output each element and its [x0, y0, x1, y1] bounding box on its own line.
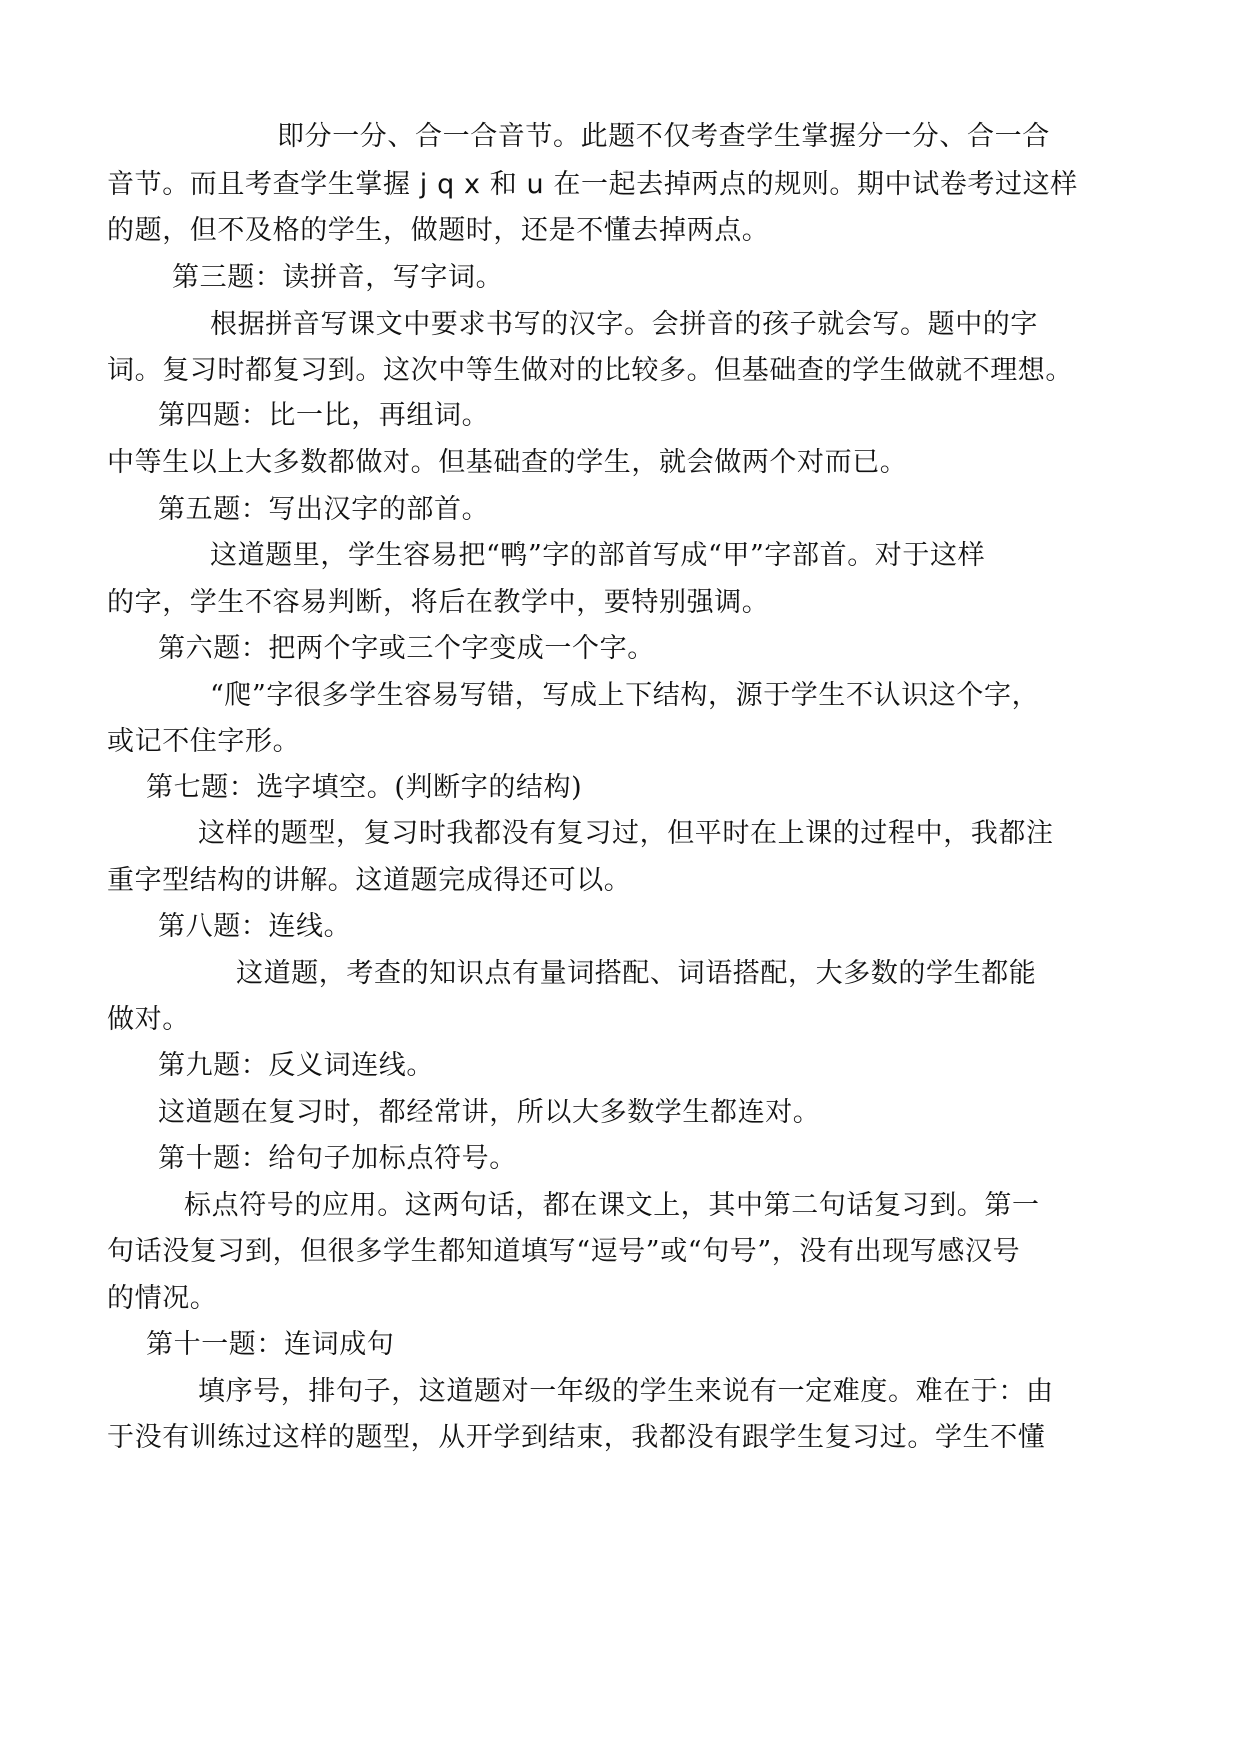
paragraph-line: 或记不住字形。	[107, 726, 301, 757]
section-heading: 第八题：连线。	[158, 911, 352, 942]
paragraph-line: 根据拼音写课文中要求书写的汉字。会拼音的孩子就会写。题中的字	[210, 309, 1038, 340]
section-heading: 第十一题：连词成句	[146, 1329, 395, 1360]
paragraph-line: 这道题里，学生容易把“鸭”字的部首写成“甲”字部首。对于这样	[210, 540, 986, 571]
section-heading: 第九题：反义词连线。	[158, 1050, 434, 1081]
paragraph-line: 的字，学生不容易判断，将后在教学中，要特别强调。	[107, 587, 770, 618]
paragraph-line: “爬”字很多学生容易写错，写成上下结构，源于学生不认识这个字，	[210, 680, 1040, 711]
paragraph-line: 即分一分、合一合音节。此题不仅考查学生掌握分一分、合一合	[277, 121, 1050, 152]
paragraph-line: 音节。而且考查学生掌握 j q x 和 u 在一起去掉两点的规则。期中试卷考过这样	[107, 169, 1078, 200]
paragraph-line: 句话没复习到，但很多学生都知道填写“逗号”或“句号”，没有出现写感汉号	[107, 1236, 1021, 1267]
section-heading: 第四题：比一比，再组词。	[158, 400, 490, 431]
section-heading: 第三题：读拼音，写字词。	[172, 262, 504, 293]
paragraph-line: 重字型结构的讲解。这道题完成得还可以。	[107, 865, 632, 896]
section-heading: 第十题：给句子加标点符号。	[158, 1143, 517, 1174]
paragraph-line: 词。复习时都复习到。这次中等生做对的比较多。但基础查的学生做就不理想。	[107, 355, 1073, 386]
paragraph-line: 填序号，排句子，这道题对一年级的学生来说有一定难度。难在于：由	[198, 1376, 1054, 1407]
section-heading: 第五题：写出汉字的部首。	[158, 494, 490, 525]
paragraph-line: 这样的题型，复习时我都没有复习过，但平时在上课的过程中，我都注	[198, 818, 1054, 849]
paragraph-line: 的情况。	[107, 1283, 218, 1314]
paragraph-line: 做对。	[107, 1004, 190, 1035]
paragraph-line: 这道题，考查的知识点有量词搭配、词语搭配，大多数的学生都能	[236, 958, 1037, 989]
paragraph-line: 于没有训练过这样的题型，从开学到结束，我都没有跟学生复习过。学生不懂	[107, 1422, 1046, 1453]
paragraph-line: 这道题在复习时，都经常讲，所以大多数学生都连对。	[158, 1097, 821, 1128]
section-heading: 第六题：把两个字或三个字变成一个字。	[158, 633, 655, 664]
paragraph-line: 的题，但不及格的学生，做题时，还是不懂去掉两点。	[107, 215, 770, 246]
section-heading: 第七题：选字填空。(判断字的结构)	[146, 772, 583, 803]
paragraph-line: 标点符号的应用。这两句话，都在课文上，其中第二句话复习到。第一	[184, 1190, 1040, 1221]
paragraph-line: 中等生以上大多数都做对。但基础查的学生，就会做两个对而已。	[107, 447, 908, 478]
